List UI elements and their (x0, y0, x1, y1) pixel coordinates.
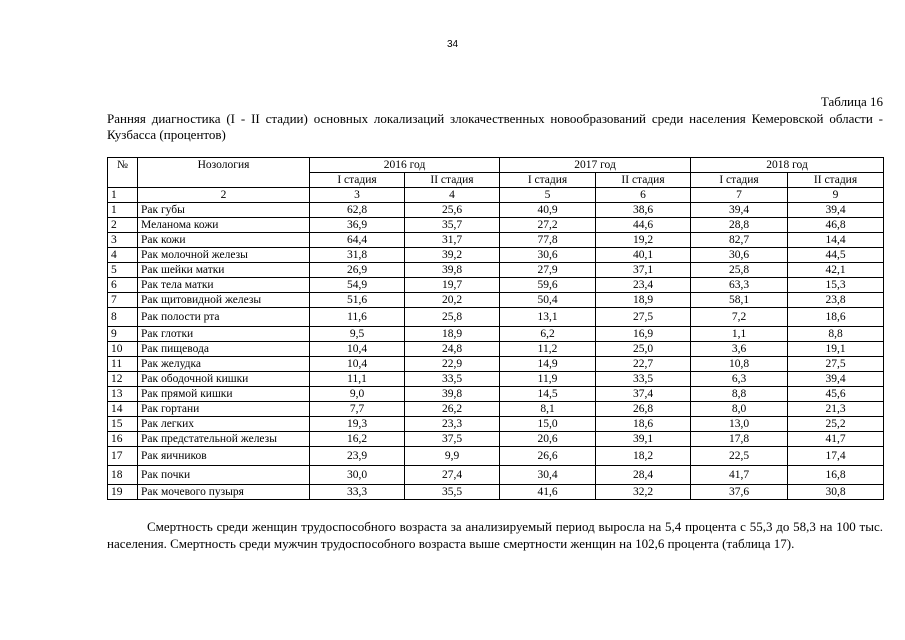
value-cell: 16,2 (310, 432, 405, 447)
row-number: 2 (108, 218, 138, 233)
value-cell: 59,6 (500, 278, 596, 293)
nosology-name: Рак мочевого пузыря (138, 485, 310, 500)
value-cell: 37,4 (596, 387, 691, 402)
header-stage: II стадия (788, 173, 884, 188)
value-cell: 30,6 (500, 248, 596, 263)
nosology-name: Рак прямой кишки (138, 387, 310, 402)
value-cell: 25,8 (691, 263, 788, 278)
row-number: 1 (108, 203, 138, 218)
value-cell: 44,6 (596, 218, 691, 233)
value-cell: 19,3 (310, 417, 405, 432)
header-row-years (108, 158, 884, 173)
nosology-name: Рак легких (138, 417, 310, 432)
row-number: 17 (108, 447, 138, 466)
value-cell: 14,9 (500, 357, 596, 372)
value-cell: 39,1 (596, 432, 691, 447)
table-row (108, 432, 884, 447)
value-cell: 9,0 (310, 387, 405, 402)
nosology-name: Рак глотки (138, 327, 310, 342)
value-cell: 26,8 (596, 402, 691, 417)
value-cell: 44,5 (788, 248, 884, 263)
header-year-2018: 2018 год (691, 158, 884, 173)
row-number: 10 (108, 342, 138, 357)
value-cell: 19,2 (596, 233, 691, 248)
value-cell: 19,1 (788, 342, 884, 357)
row-number: 4 (108, 248, 138, 263)
value-cell: 16,8 (788, 466, 884, 485)
value-cell: 21,3 (788, 402, 884, 417)
value-cell: 18,2 (596, 447, 691, 466)
value-cell: 31,8 (310, 248, 405, 263)
value-cell: 10,4 (310, 357, 405, 372)
nosology-name: Рак кожи (138, 233, 310, 248)
value-cell: 9,5 (310, 327, 405, 342)
header-stage: II стадия (596, 173, 691, 188)
table-row (108, 278, 884, 293)
table-row (108, 248, 884, 263)
header-stage: I стадия (691, 173, 788, 188)
value-cell: 8,1 (500, 402, 596, 417)
value-cell: 14,4 (788, 233, 884, 248)
value-cell: 19,7 (405, 278, 500, 293)
table-row (108, 293, 884, 308)
value-cell: 33,5 (405, 372, 500, 387)
value-cell: 39,4 (788, 372, 884, 387)
value-cell: 39,4 (691, 203, 788, 218)
value-cell: 30,0 (310, 466, 405, 485)
value-cell: 27,5 (788, 357, 884, 372)
table-row (108, 327, 884, 342)
row-number: 19 (108, 485, 138, 500)
row-number: 18 (108, 466, 138, 485)
nosology-name: Рак ободочной кишки (138, 372, 310, 387)
value-cell: 20,6 (500, 432, 596, 447)
value-cell: 25,2 (788, 417, 884, 432)
value-cell: 77,8 (500, 233, 596, 248)
value-cell: 27,4 (405, 466, 500, 485)
value-cell: 18,6 (596, 417, 691, 432)
value-cell: 3,6 (691, 342, 788, 357)
table-row (108, 342, 884, 357)
table-row (108, 417, 884, 432)
value-cell: 30,4 (500, 466, 596, 485)
value-cell: 40,1 (596, 248, 691, 263)
value-cell: 25,6 (405, 203, 500, 218)
value-cell: 25,8 (405, 308, 500, 327)
nosology-name: Меланома кожи (138, 218, 310, 233)
nosology-name: Рак щитовидной железы (138, 293, 310, 308)
header-year-2016: 2016 год (310, 158, 500, 173)
table-label: Таблица 16 (820, 94, 883, 109)
value-cell: 6,3 (691, 372, 788, 387)
table-row (108, 466, 884, 485)
header-stage: II стадия (405, 173, 500, 188)
value-cell: 64,4 (310, 233, 405, 248)
table-row (108, 402, 884, 417)
value-cell: 26,9 (310, 263, 405, 278)
table-body (108, 203, 884, 500)
value-cell: 27,9 (500, 263, 596, 278)
value-cell: 18,9 (405, 327, 500, 342)
value-cell: 11,9 (500, 372, 596, 387)
value-cell: 11,1 (310, 372, 405, 387)
value-cell: 39,8 (405, 263, 500, 278)
value-cell: 36,9 (310, 218, 405, 233)
row-number: 8 (108, 308, 138, 327)
header-year-2017: 2017 год (500, 158, 691, 173)
column-number: 1 (108, 188, 138, 203)
value-cell: 23,9 (310, 447, 405, 466)
nosology-name: Рак яичников (138, 447, 310, 466)
value-cell: 17,8 (691, 432, 788, 447)
value-cell: 6,2 (500, 327, 596, 342)
value-cell: 26,2 (405, 402, 500, 417)
value-cell: 7,7 (310, 402, 405, 417)
column-number: 2 (138, 188, 310, 203)
nosology-name: Рак пищевода (138, 342, 310, 357)
column-number: 5 (500, 188, 596, 203)
page-number: 34 (446, 39, 459, 50)
value-cell: 15,3 (788, 278, 884, 293)
value-cell: 39,4 (788, 203, 884, 218)
value-cell: 23,3 (405, 417, 500, 432)
column-numbering-row (108, 188, 884, 203)
value-cell: 28,4 (596, 466, 691, 485)
value-cell: 7,2 (691, 308, 788, 327)
column-number: 6 (596, 188, 691, 203)
row-number: 7 (108, 293, 138, 308)
row-number: 15 (108, 417, 138, 432)
value-cell: 10,8 (691, 357, 788, 372)
nosology-name: Рак предстательной железы (138, 432, 310, 447)
nosology-name: Рак тела матки (138, 278, 310, 293)
value-cell: 62,8 (310, 203, 405, 218)
column-number: 7 (691, 188, 788, 203)
value-cell: 25,0 (596, 342, 691, 357)
value-cell: 9,9 (405, 447, 500, 466)
value-cell: 33,5 (596, 372, 691, 387)
header-stage: I стадия (310, 173, 405, 188)
column-number: 3 (310, 188, 405, 203)
nosology-name: Рак почки (138, 466, 310, 485)
row-number: 16 (108, 432, 138, 447)
row-number: 11 (108, 357, 138, 372)
value-cell: 18,9 (596, 293, 691, 308)
value-cell: 51,6 (310, 293, 405, 308)
nosology-name: Рак желудка (138, 357, 310, 372)
header-nosology: Нозология (138, 158, 310, 188)
value-cell: 42,1 (788, 263, 884, 278)
value-cell: 32,2 (596, 485, 691, 500)
body-paragraph (107, 518, 883, 552)
value-cell: 41,7 (691, 466, 788, 485)
row-number: 3 (108, 233, 138, 248)
body-paragraph-text: Смертность среди женщин трудоспособного возраста за анализируемый период выросла на 5,4 процента с 55,3 до 58,3 на 100 тыс. населения. Смертность среди мужчин трудоспособного возраста выше смертности женщин на 102,6 процента (таблица 17). (107, 519, 883, 551)
value-cell: 17,4 (788, 447, 884, 466)
value-cell: 30,8 (788, 485, 884, 500)
value-cell: 38,6 (596, 203, 691, 218)
value-cell: 18,6 (788, 308, 884, 327)
value-cell: 22,5 (691, 447, 788, 466)
row-number: 5 (108, 263, 138, 278)
table-row (108, 357, 884, 372)
table-row (108, 372, 884, 387)
table-caption: Ранняя диагностика (I - II стадии) основных локализаций злокачественных новообразований среди населения Кемеровской области - Кузбасса (процентов) (107, 111, 883, 142)
value-cell: 40,9 (500, 203, 596, 218)
table-row (108, 308, 884, 327)
value-cell: 35,7 (405, 218, 500, 233)
diagnostics-table (107, 157, 884, 500)
value-cell: 1,1 (691, 327, 788, 342)
nosology-name: Рак губы (138, 203, 310, 218)
row-number: 12 (108, 372, 138, 387)
value-cell: 22,9 (405, 357, 500, 372)
value-cell: 20,2 (405, 293, 500, 308)
value-cell: 41,6 (500, 485, 596, 500)
value-cell: 15,0 (500, 417, 596, 432)
value-cell: 54,9 (310, 278, 405, 293)
value-cell: 8,8 (788, 327, 884, 342)
nosology-name: Рак гортани (138, 402, 310, 417)
row-number: 14 (108, 402, 138, 417)
header-stage: I стадия (500, 173, 596, 188)
value-cell: 37,5 (405, 432, 500, 447)
value-cell: 14,5 (500, 387, 596, 402)
table-row (108, 387, 884, 402)
value-cell: 16,9 (596, 327, 691, 342)
value-cell: 23,8 (788, 293, 884, 308)
nosology-name: Рак шейки матки (138, 263, 310, 278)
value-cell: 45,6 (788, 387, 884, 402)
value-cell: 37,1 (596, 263, 691, 278)
value-cell: 41,7 (788, 432, 884, 447)
value-cell: 82,7 (691, 233, 788, 248)
value-cell: 8,0 (691, 402, 788, 417)
value-cell: 13,0 (691, 417, 788, 432)
value-cell: 30,6 (691, 248, 788, 263)
table-row (108, 263, 884, 278)
value-cell: 10,4 (310, 342, 405, 357)
table-row (108, 447, 884, 466)
nosology-name: Рак полости рта (138, 308, 310, 327)
value-cell: 13,1 (500, 308, 596, 327)
table-row (108, 218, 884, 233)
value-cell: 28,8 (691, 218, 788, 233)
value-cell: 63,3 (691, 278, 788, 293)
value-cell: 58,1 (691, 293, 788, 308)
value-cell: 37,6 (691, 485, 788, 500)
value-cell: 39,2 (405, 248, 500, 263)
value-cell: 24,8 (405, 342, 500, 357)
value-cell: 39,8 (405, 387, 500, 402)
value-cell: 27,5 (596, 308, 691, 327)
value-cell: 27,2 (500, 218, 596, 233)
nosology-name: Рак молочной железы (138, 248, 310, 263)
value-cell: 8,8 (691, 387, 788, 402)
value-cell: 11,6 (310, 308, 405, 327)
table-row (108, 485, 884, 500)
value-cell: 50,4 (500, 293, 596, 308)
value-cell: 11,2 (500, 342, 596, 357)
table-row (108, 203, 884, 218)
value-cell: 33,3 (310, 485, 405, 500)
value-cell: 23,4 (596, 278, 691, 293)
table-row (108, 233, 884, 248)
value-cell: 35,5 (405, 485, 500, 500)
row-number: 9 (108, 327, 138, 342)
value-cell: 31,7 (405, 233, 500, 248)
value-cell: 46,8 (788, 218, 884, 233)
row-number: 13 (108, 387, 138, 402)
column-number: 9 (788, 188, 884, 203)
value-cell: 26,6 (500, 447, 596, 466)
column-number: 4 (405, 188, 500, 203)
value-cell: 22,7 (596, 357, 691, 372)
row-number: 6 (108, 278, 138, 293)
header-number: № (108, 158, 138, 188)
